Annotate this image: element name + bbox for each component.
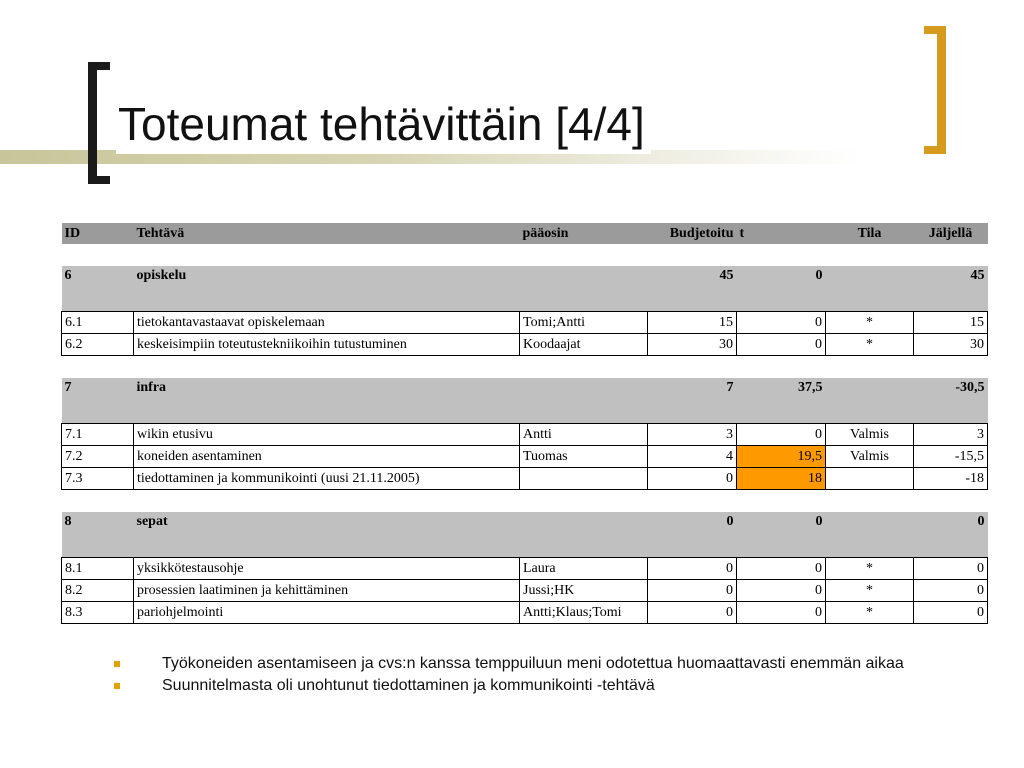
table-row	[62, 580, 988, 602]
task-budget-cell: 4	[648, 446, 737, 468]
task-remaining-cell: 15	[914, 312, 988, 334]
task-status-cell: *	[826, 312, 914, 334]
spacer-cell	[62, 356, 988, 379]
group-remaining-cell: -30,5	[914, 378, 988, 424]
task-budget-cell: 0	[648, 558, 737, 580]
group-budget-cell: 45	[648, 266, 737, 312]
square-bullet-icon	[114, 661, 120, 667]
task-table	[61, 223, 988, 624]
task-name-cell: tiedottaminen ja kommunikointi (uusi 21.11.2005)	[134, 468, 520, 490]
bullet-list	[112, 655, 972, 699]
group-budget-cell: 0	[648, 512, 737, 558]
task-status-cell: Valmis	[826, 446, 914, 468]
group-task-cell: sepat	[134, 512, 520, 558]
task-budget-cell: 30	[648, 334, 737, 356]
spacer-row	[62, 244, 988, 266]
task-status-cell	[826, 468, 914, 490]
table-row	[62, 558, 988, 580]
group-actual-cell: 0	[737, 266, 826, 312]
task-name-cell: keskeisimpiin toteutustekniikoihin tutustuminen	[134, 334, 520, 356]
task-status-cell: *	[826, 334, 914, 356]
task-name-cell: wikin etusivu	[134, 424, 520, 446]
task-owner-cell: Koodaajat	[520, 334, 648, 356]
task-budget-cell: 0	[648, 602, 737, 624]
task-owner-cell	[520, 468, 648, 490]
group-row	[62, 266, 988, 312]
task-name-cell: tietokantavastaavat opiskelemaan	[134, 312, 520, 334]
group-id-cell: 7	[62, 378, 134, 424]
group-id-cell: 8	[62, 512, 134, 558]
group-actual-cell: 37,5	[737, 378, 826, 424]
group-task-cell: infra	[134, 378, 520, 424]
group-budget-cell: 7	[648, 378, 737, 424]
header-id: ID	[62, 223, 134, 244]
task-actual-cell: 19,5	[737, 446, 826, 468]
spacer-cell	[62, 244, 988, 266]
task-remaining-cell: 0	[914, 558, 988, 580]
table-row	[62, 468, 988, 490]
task-actual-cell: 18	[737, 468, 826, 490]
task-remaining-cell: 0	[914, 580, 988, 602]
task-actual-cell: 0	[737, 602, 826, 624]
task-owner-cell: Tuomas	[520, 446, 648, 468]
task-actual-cell: 0	[737, 580, 826, 602]
task-status-cell: Valmis	[826, 424, 914, 446]
header-status: Tila	[826, 223, 914, 244]
bullet-text: Suunnitelmasta oli unohtunut tiedottaminen ja kommunikointi -tehtävä	[162, 677, 655, 694]
task-owner-cell: Jussi;HK	[520, 580, 648, 602]
task-id-cell: 7.3	[62, 468, 134, 490]
group-row	[62, 512, 988, 558]
task-remaining-cell: -15,5	[914, 446, 988, 468]
task-remaining-cell: 30	[914, 334, 988, 356]
header-task: Tehtävä	[134, 223, 520, 244]
task-name-cell: yksikkötestausohje	[134, 558, 520, 580]
task-owner-cell: Antti;Klaus;Tomi	[520, 602, 648, 624]
header-budget: Budjetoitu	[648, 223, 737, 244]
task-id-cell: 7.2	[62, 446, 134, 468]
task-status-cell: *	[826, 602, 914, 624]
slide-title: Toteumat tehtävittäin [4/4]	[116, 94, 651, 154]
left-bracket-decoration	[88, 62, 110, 184]
group-owner-cell	[520, 378, 648, 424]
task-status-cell: *	[826, 580, 914, 602]
task-budget-cell: 0	[648, 580, 737, 602]
bullet-text: Työkoneiden asentamiseen ja cvs:n kanssa temppuiluun meni odotettua huomaattavasti enemmän aikaa	[162, 655, 904, 672]
task-owner-cell: Laura	[520, 558, 648, 580]
group-status-cell	[826, 266, 914, 312]
group-actual-cell: 0	[737, 512, 826, 558]
task-id-cell: 6.2	[62, 334, 134, 356]
spacer-row	[62, 356, 988, 379]
table-header-row	[62, 223, 988, 244]
group-id-cell: 6	[62, 266, 134, 312]
table-row	[62, 334, 988, 356]
task-id-cell: 6.1	[62, 312, 134, 334]
task-name-cell: prosessien laatiminen ja kehittäminen	[134, 580, 520, 602]
spacer-cell	[62, 490, 988, 513]
header-actual: t	[737, 223, 826, 244]
task-id-cell: 8.1	[62, 558, 134, 580]
task-id-cell: 8.3	[62, 602, 134, 624]
bullet-item	[112, 655, 972, 672]
task-remaining-cell: 3	[914, 424, 988, 446]
task-owner-cell: Tomi;Antti	[520, 312, 648, 334]
bullet-item	[112, 677, 972, 694]
table-row	[62, 312, 988, 334]
task-owner-cell: Antti	[520, 424, 648, 446]
task-actual-cell: 0	[737, 312, 826, 334]
task-name-cell: pariohjelmointi	[134, 602, 520, 624]
square-bullet-icon	[114, 683, 120, 689]
group-status-cell	[826, 512, 914, 558]
group-owner-cell	[520, 266, 648, 312]
header-remaining: Jäljellä	[914, 223, 988, 244]
task-budget-cell: 0	[648, 468, 737, 490]
task-budget-cell: 15	[648, 312, 737, 334]
group-task-cell: opiskelu	[134, 266, 520, 312]
task-remaining-cell: 0	[914, 602, 988, 624]
task-actual-cell: 0	[737, 558, 826, 580]
task-actual-cell: 0	[737, 424, 826, 446]
task-status-cell: *	[826, 558, 914, 580]
group-owner-cell	[520, 512, 648, 558]
group-status-cell	[826, 378, 914, 424]
task-budget-cell: 3	[648, 424, 737, 446]
table-row	[62, 446, 988, 468]
spacer-row	[62, 490, 988, 513]
group-row	[62, 378, 988, 424]
task-id-cell: 7.1	[62, 424, 134, 446]
right-bracket-decoration	[924, 26, 946, 154]
task-remaining-cell: -18	[914, 468, 988, 490]
group-remaining-cell: 45	[914, 266, 988, 312]
task-name-cell: koneiden asentaminen	[134, 446, 520, 468]
table-row	[62, 424, 988, 446]
header-owner: pääosin	[520, 223, 648, 244]
task-actual-cell: 0	[737, 334, 826, 356]
group-remaining-cell: 0	[914, 512, 988, 558]
table-row	[62, 602, 988, 624]
task-id-cell: 8.2	[62, 580, 134, 602]
